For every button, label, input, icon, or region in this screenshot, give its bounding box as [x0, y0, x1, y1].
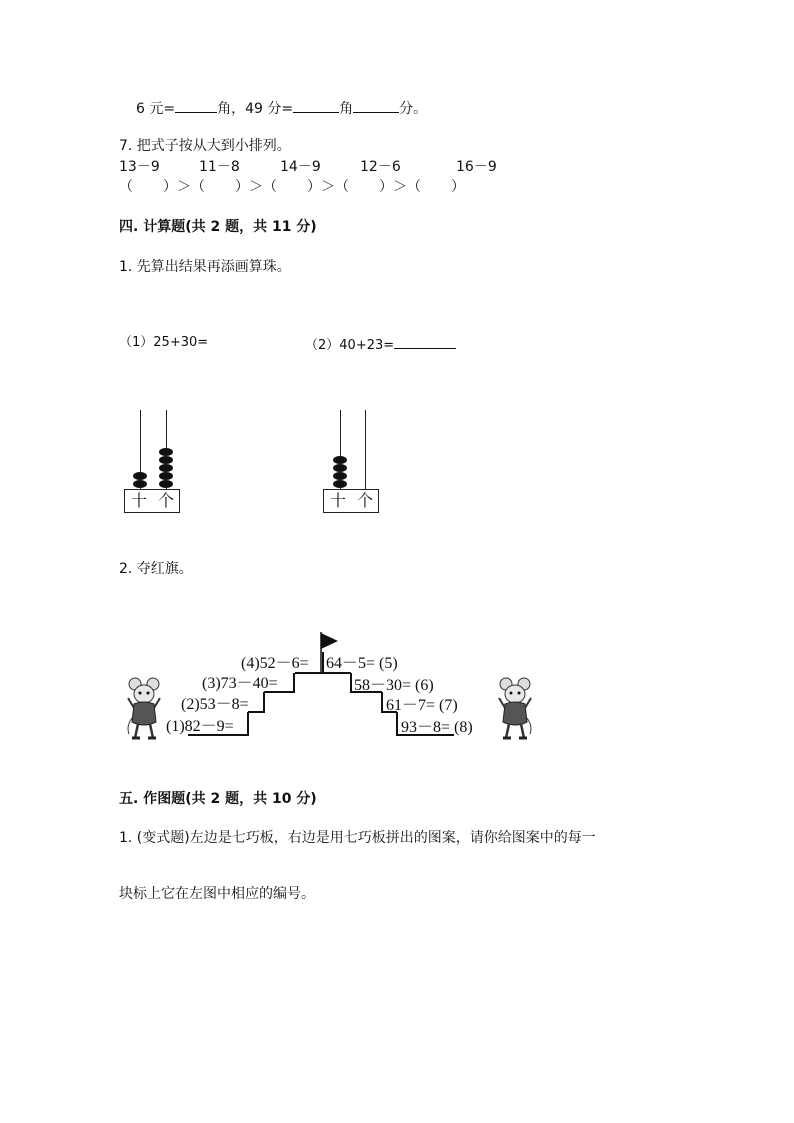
paren-left: （ [119, 179, 133, 195]
gt-sign: ＞ [321, 179, 335, 195]
section-5-q1-line2: 块标上它在左图中相应的编号。 [119, 886, 315, 902]
answer-blank[interactable] [175, 98, 217, 113]
mouse-left-icon [126, 676, 162, 742]
flag-step-2: (2)53－8= [181, 696, 249, 713]
abacus-bead [159, 464, 173, 472]
place-one-label: 个 [158, 491, 175, 510]
q7-order-row [119, 178, 465, 196]
gt-sign: ＞ [249, 179, 263, 195]
section-4-q2-title: 2. 夺红旗。 [119, 561, 193, 577]
q7-expr-5: 16－9 [456, 159, 497, 175]
section-5-title: 五. 作图题(共 2 题，共 10 分) [119, 791, 317, 807]
place-one-label: 个 [357, 491, 374, 510]
gt-sign: ＞ [177, 179, 191, 195]
abacus-bead [159, 480, 173, 488]
answer-blank[interactable] [353, 98, 399, 113]
flag-step-4: (4)52－6= [241, 655, 309, 672]
gt-sign: ＞ [393, 179, 407, 195]
abacus-rod-ones [365, 410, 366, 490]
paren-right: ） [451, 179, 465, 195]
money-text-a: 6 元= [136, 101, 176, 117]
flag-step-5: 64－5= (5) [326, 655, 398, 672]
q7-expr-3: 14－9 [280, 159, 321, 175]
abacus-bead [159, 448, 173, 456]
abacus-bead [133, 472, 147, 480]
q7-title: 7. 把式子按从大到小排列。 [119, 138, 291, 154]
paren-left: （ [263, 179, 277, 195]
flag-step-1: (1)82－9= [166, 718, 234, 735]
section-4-q1-title: 1. 先算出结果再添画算珠。 [119, 259, 291, 275]
paren-left: （ [191, 179, 205, 195]
paren-left: （ [335, 179, 349, 195]
abacus-question-1-text: （1）25+30= [119, 335, 209, 350]
q7-expr-4: 12－6 [360, 159, 401, 175]
abacus-bead [333, 456, 347, 464]
money-text-b: 角，49 分= [217, 101, 294, 117]
abacus-question-1 [119, 334, 208, 352]
flag-step-3: (3)73－40= [202, 675, 278, 692]
answer-blank[interactable] [394, 334, 456, 349]
money-question [136, 98, 427, 118]
money-text-c: 角 [339, 101, 354, 117]
paren-right: ） [235, 179, 249, 195]
flag-step-7: 61－7= (7) [386, 697, 458, 714]
abacus-bead [159, 472, 173, 480]
abacus-bead [333, 472, 347, 480]
answer-blank[interactable] [293, 98, 339, 113]
place-ten-label: 十 [131, 491, 148, 510]
paren-right: ） [379, 179, 393, 195]
flag-step-6: 58－30= (6) [354, 677, 434, 694]
abacus-question-2-text: （2）40+23= [305, 338, 395, 353]
section-5-q1-line1: 1. (变式题)左边是七巧板，右边是用七巧板拼出的图案，请你给图案中的每一 [119, 830, 596, 846]
abacus-bead [333, 464, 347, 472]
q7-expr-1: 13－9 [119, 159, 160, 175]
abacus-place-box [323, 489, 379, 513]
q7-expr-2: 11－8 [199, 159, 240, 175]
abacus-place-box [124, 489, 180, 513]
mouse-right-icon [497, 676, 533, 742]
section-4-title: 四. 计算题(共 2 题，共 11 分) [119, 219, 317, 235]
paren-left: （ [407, 179, 421, 195]
flag-step-8: 93－8= (8) [401, 719, 473, 736]
place-ten-label: 十 [330, 491, 347, 510]
abacus-bead [333, 480, 347, 488]
abacus-bead [133, 480, 147, 488]
abacus-bead [159, 456, 173, 464]
abacus-question-2 [305, 334, 456, 355]
paren-right: ） [163, 179, 177, 195]
paren-right: ） [307, 179, 321, 195]
money-text-d: 分。 [399, 101, 428, 117]
